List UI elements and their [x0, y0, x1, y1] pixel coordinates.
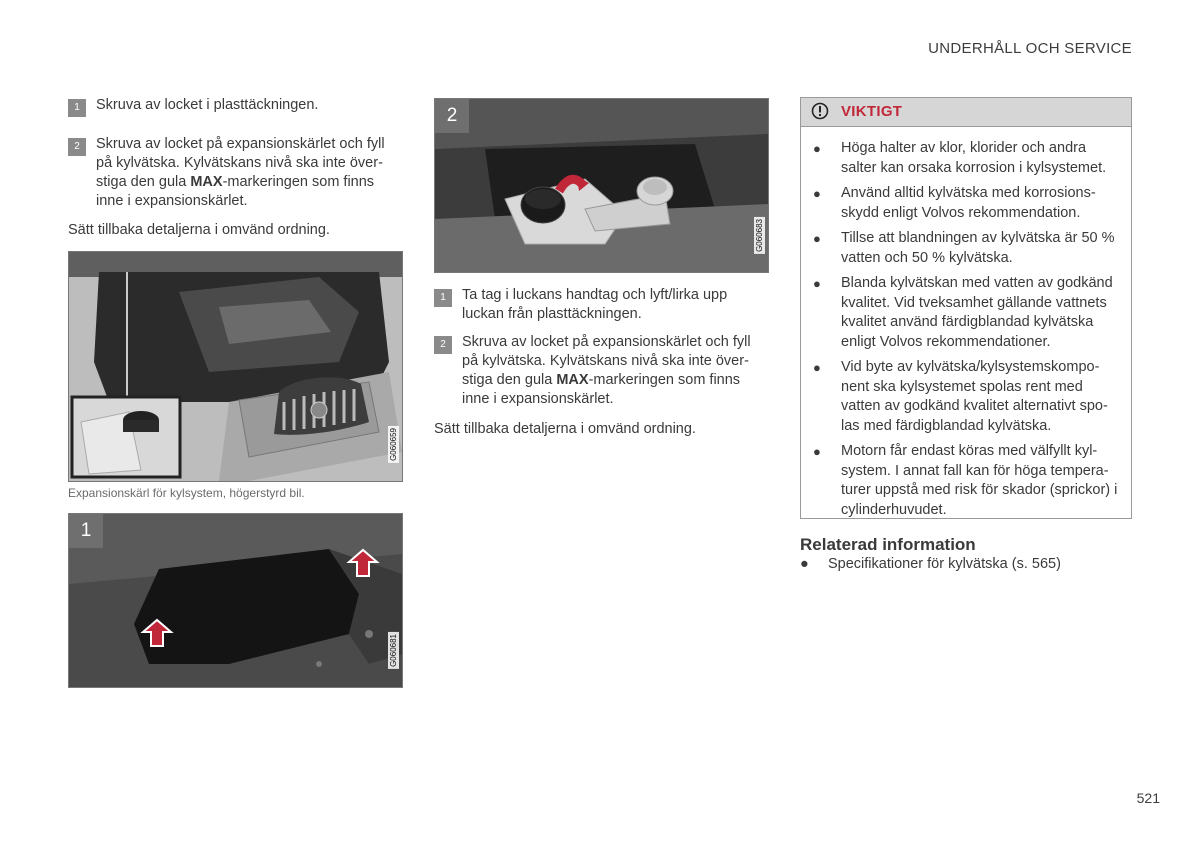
engine-bay-illustration — [68, 251, 403, 482]
max-marking-label: MAX — [190, 174, 223, 190]
step-number-badge: 2 — [68, 138, 86, 156]
middle-step-1 — [434, 286, 764, 324]
section-title: UNDERHÅLL OCH SERVICE — [928, 40, 1132, 57]
step-number-badge: 2 — [434, 336, 452, 354]
step-text: Skruva av locket på expansionskärlet och fyll på kylvätska. Kylvätskans nivå ska inte över-stiga den gula MAX-markeringen som finns inne i expansionskärlet. — [96, 136, 385, 209]
list-item: ● Motorn får endast köras med välfyllt kyl-system. I annat fall kan för höga tempera-turer uppstå med risk för skador (sprickor) i cylinderhuvudet. — [813, 443, 1118, 518]
left-step-2 — [68, 135, 398, 211]
list-item: ● Höga halter av klor, klorider och andra salter kan orsaka korrosion i kylsystemet. — [813, 140, 1107, 176]
important-notice-title: VIKTIGT — [841, 103, 903, 120]
step-number-badge: 1 — [68, 99, 86, 117]
list-item: ● Blanda kylvätskan med vatten av godkänd kvalitet. Vid tveksamhet gällande vattnets kvalitet använd färdigblandad kylvätska enligt Volvos rekommendationer. — [813, 275, 1113, 350]
list-item: ● Vid byte av kylvätska/kylsystemskompo-nent ska kylsystemet spolas rent med vatten av godkänd kvalitet alternativt spo-las med färdigblandad kylvätska. — [813, 359, 1108, 434]
important-notice-header — [801, 98, 1131, 127]
related-link[interactable]: ● Specifikationer för kylvätska (s. 565) — [800, 556, 1061, 572]
engine-bay-drawing — [69, 252, 402, 481]
reservoir-cap-drawing — [435, 99, 768, 272]
left-step-1 — [68, 96, 398, 115]
cover-lid-drawing — [69, 514, 402, 687]
step-text: Skruva av locket i plasttäckningen. — [96, 97, 319, 113]
image-code: G060659 — [389, 428, 398, 461]
engine-photo-caption: Expansionskärl för kylsystem, högerstyrd bil. — [68, 486, 305, 500]
list-item: ● Använd alltid kylvätska med korrosions-skydd enligt Volvos rekommendation. — [813, 185, 1096, 221]
step-text: Ta tag i luckans handtag och lyft/lirka upp luckan från plasttäckningen. — [462, 287, 728, 322]
image-code: G060681 — [389, 634, 398, 667]
left-reassemble-text: Sätt tillbaka detaljerna i omvänd ordning. — [68, 222, 330, 238]
step-number-badge: 2 — [435, 99, 469, 133]
important-notice-box — [800, 97, 1132, 519]
image-code: G060683 — [755, 219, 764, 252]
step-2-illustration — [434, 98, 769, 273]
step-text: Skruva av locket på expansionskärlet och fyll på kylvätska. Kylvätskans nivå ska inte över-stiga den gula MAX-markeringen som finns inne i expansionskärlet. — [462, 334, 751, 407]
related-information-heading: Relaterad information — [800, 535, 976, 554]
max-marking-label: MAX — [556, 372, 589, 388]
middle-step-2 — [434, 333, 764, 409]
step-1-illustration — [68, 513, 403, 688]
list-item: ● Tillse att blandningen av kylvätska är 50 % vatten och 50 % kylvätska. — [813, 230, 1115, 266]
step-number-badge: 1 — [69, 514, 103, 548]
page-number: 521 — [1136, 790, 1160, 806]
step-number-badge: 1 — [434, 289, 452, 307]
important-notice-list — [801, 127, 1131, 520]
middle-reassemble-text: Sätt tillbaka detaljerna i omvänd ordning. — [434, 421, 696, 437]
exclamation-circle-icon — [811, 102, 829, 120]
